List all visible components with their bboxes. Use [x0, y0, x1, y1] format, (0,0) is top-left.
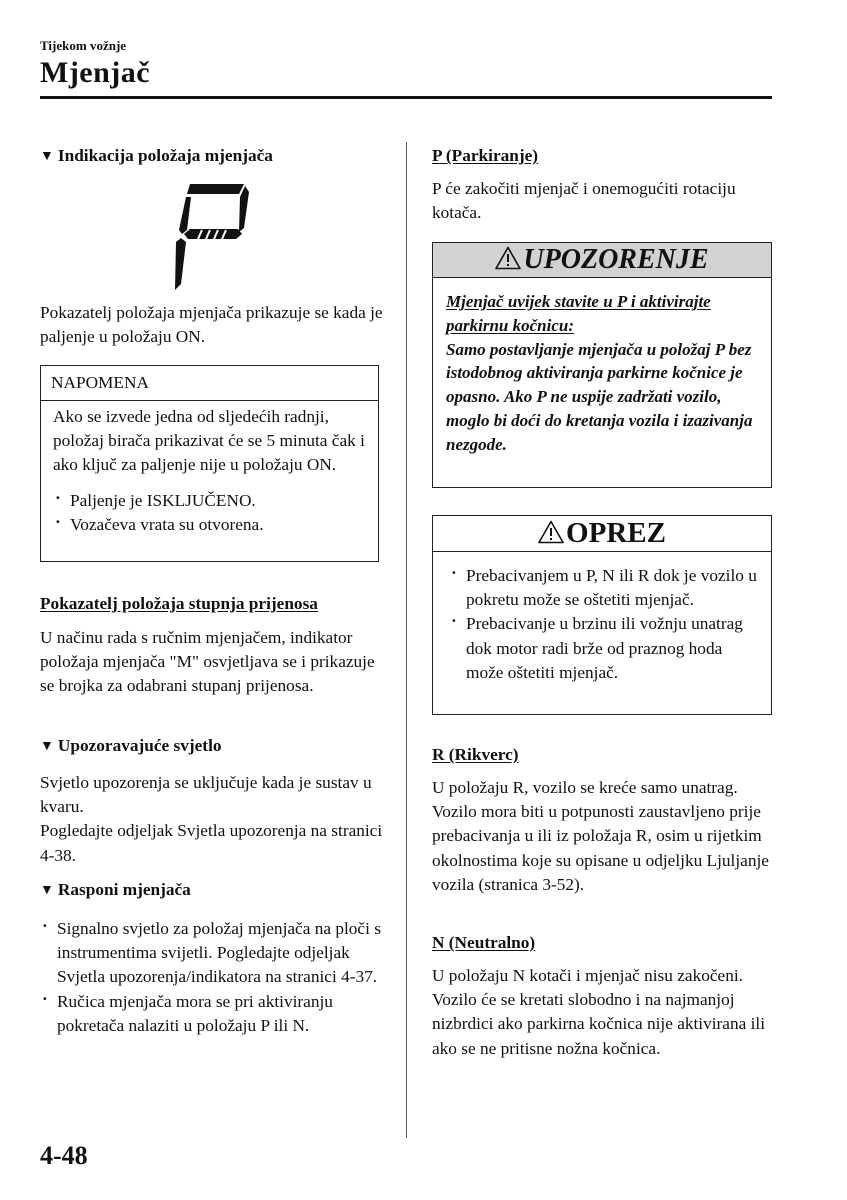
heading-parkiranje-text: P (Parkiranje): [432, 146, 539, 165]
neutralno-text: U položaju N kotači i mjenjač nisu zakočeni. Vozilo će se kretati slobodno i na najmanjoj nizbrdici ako parkirna kočnica nije aktivirana ili ako se ne pritisne nožna kočnica.: [432, 966, 766, 1058]
heading-neutralno: [432, 932, 772, 954]
caution-list-item: · Prebacivanje u brzinu ili vožnju unatrag dok motor radi brže od praznog hoda može oštetiti mjenjač.: [451, 611, 743, 682]
list-item: · Signalno svjetlo za položaj mjenjača na ploči s instrumentima svijetli. Pogledajte odjeljak Svjetla upozorenja/indikatora na stranici 4-37.: [42, 916, 381, 987]
caution-title: OPREZ: [566, 517, 666, 549]
note-title: NAPOMENA: [41, 366, 378, 401]
heading-parkiranje: [432, 145, 772, 167]
heading-upozoravajuce-text: Upozoravajuće svjetlo: [57, 736, 222, 755]
rikverc-text: U položaju R, vozilo se kreće samo unatrag. Vozilo mora biti u potpunosti zaustavljeno prije prebacivanja u ili iz položaja R, osim u rijetkim okolnostima koje su opisane u odjeljku Ljuljanje vozila (stranica 3-52).: [432, 778, 769, 894]
heading-indikacija: [40, 145, 390, 169]
stupanj-text: U načinu rada s ručnim mjenjačem, indikator položaja mjenjača "M" osvjetljava se i prikazuje se brojka za odabrani stupanj prijenosa.: [40, 628, 375, 696]
heading-indikacija-text: Indikacija položaja mjenjača: [57, 146, 273, 165]
note-list-item: · Vozačeva vrata su otvorena.: [55, 511, 264, 534]
column-divider: [406, 142, 407, 1138]
heading-rasponi-text: Rasponi mjenjača: [57, 880, 191, 899]
upozoravajuce-text: [40, 771, 385, 868]
triangle-down-icon: ▼: [40, 739, 54, 754]
caution-header: [433, 516, 771, 552]
caution-list-item: · Prebacivanjem u P, N ili R dok je vozilo u pokretu može se oštetiti mjenjač.: [451, 563, 757, 610]
heading-rikverc-text: R (Rikverc): [432, 745, 519, 764]
heading-neutralno-text: N (Neutralno): [432, 933, 536, 952]
note-text: Ako se izvede jedna od sljedećih radnji, položaj birača prikazivat će se 5 minuta čak i ako ključ za paljenje nije u položaju ON.: [53, 407, 365, 475]
heading-rikverc: [432, 744, 772, 766]
heading-stupanj-text: Pokazatelj položaja stupnja prijenosa: [40, 594, 318, 613]
triangle-down-icon: ▼: [40, 883, 54, 898]
parkiranje-text: P će zakočiti mjenjač i onemogućiti rotaciju kotača.: [432, 179, 736, 223]
upozoravajuce-line-2: Pogledajte odjeljak Svjetla upozorenja na stranici 4-38.: [40, 821, 383, 865]
warning-text: Samo postavljanje mjenjača u položaj P bez istodobnog aktiviranja parkirne kočnice je opasno. Ako P ne uspije zadržati vozilo, moglo bi doći do kretanja vozila i izazivanja nezgode.: [446, 339, 753, 454]
warning-header: [433, 243, 771, 278]
warning-triangle-icon: [495, 246, 521, 270]
gear-position-display: [160, 182, 256, 292]
warning-box: [432, 242, 772, 488]
section-label: Tijekom vožnje: [40, 38, 127, 53]
rasponi-list: [40, 917, 385, 1038]
warning-lead: Mjenjač uvijek stavite u P i aktivirajte parkirnu kočnicu:: [446, 292, 711, 335]
title-rule: [40, 96, 772, 99]
heading-upozoravajuce: [40, 735, 385, 759]
note-box: [40, 365, 379, 562]
upozoravajuce-line-1: Svjetlo upozorenja se uključuje kada je sustav u kvaru.: [40, 773, 372, 817]
list-item: · Ručica mjenjača mora se pri aktiviranju pokretača nalaziti u položaju P ili N.: [42, 988, 333, 1035]
page-number: 4-48: [40, 1141, 88, 1170]
page-title: Mjenjač: [40, 56, 151, 89]
warning-triangle-icon: [538, 520, 564, 544]
warning-title: UPOZORENJE: [523, 244, 709, 275]
segment-p-icon: [160, 182, 256, 292]
indikacija-text: Pokazatelj položaja mjenjača prikazuje se kada je paljenje u položaju ON.: [40, 303, 383, 347]
note-list-item: · Paljenje je ISKLJUČENO.: [55, 487, 256, 510]
heading-stupanj: [40, 593, 380, 615]
triangle-down-icon: ▼: [40, 149, 54, 164]
caution-box: [432, 515, 772, 715]
heading-rasponi: [40, 879, 385, 903]
